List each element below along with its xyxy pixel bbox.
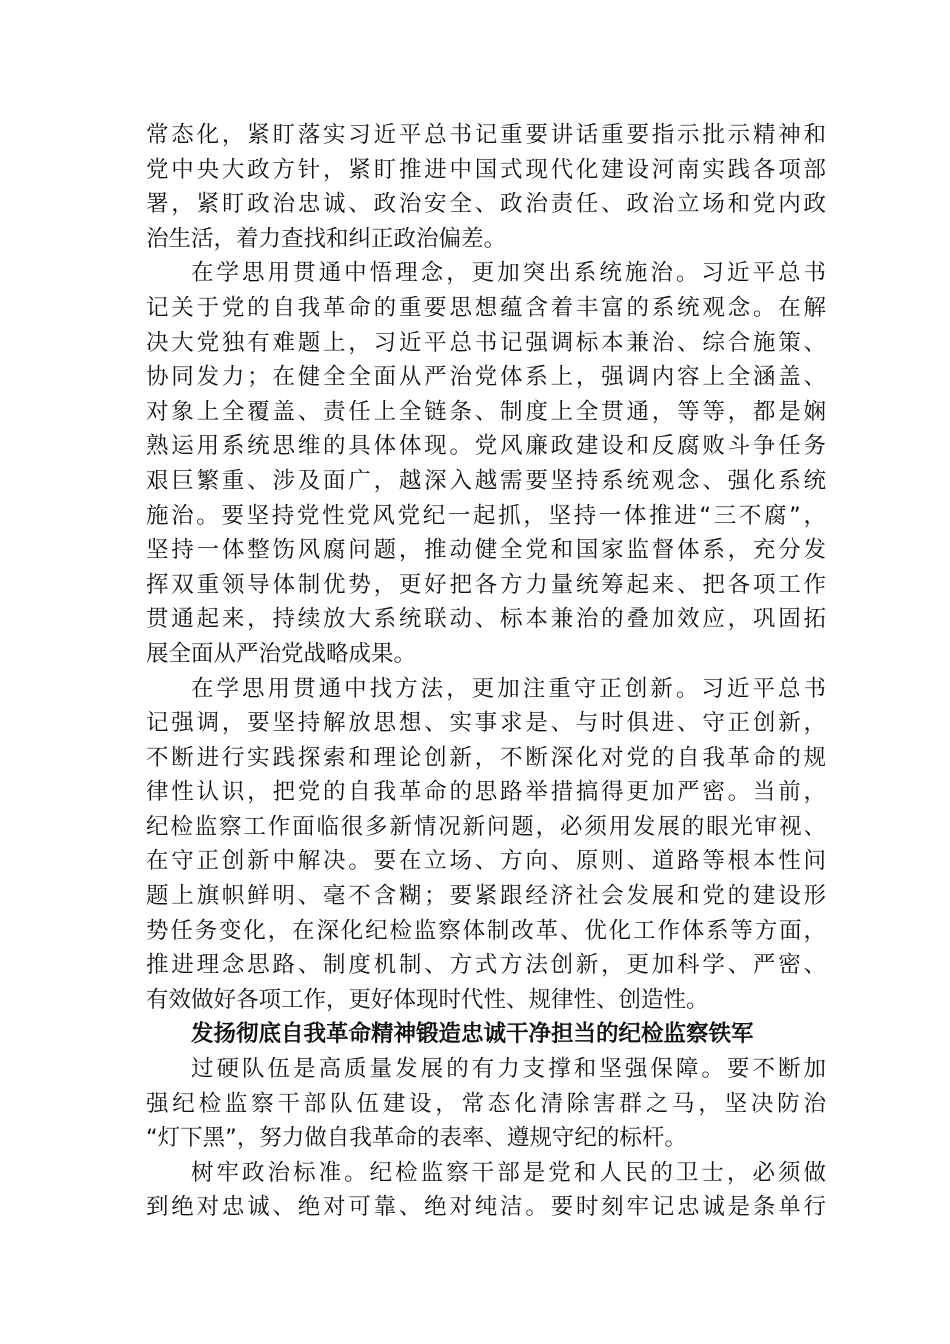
text-line: 挥双重领导体制优势，更好把各方力量统筹起来、把各项工作: [146, 571, 826, 598]
paragraph-first-line: 树牢政治标准。纪检监察干部是党和人民的卫士，必须做: [191, 1159, 826, 1186]
text-line: 推进理念思路、制度机制、方式方法创新，更加科学、严密、: [146, 952, 826, 979]
text-line: 治生活，着力查找和纠正政治偏差。: [146, 225, 507, 252]
paragraph-first-line: 在学思用贯通中悟理念，更加突出系统施治。习近平总书: [191, 260, 826, 287]
text-line: 题上旗帜鲜明、毫不含糊；要紧跟经济社会发展和党的建设形: [146, 883, 826, 910]
text-line: 施治。要坚持党性党风党纪一起抓，坚持一体推进“三不腐”，: [146, 502, 826, 529]
section-heading: 发扬彻底自我革命精神锻造忠诚干净担当的纪检监察铁军: [191, 1021, 754, 1048]
text-line: 党中央大政方针，紧盯推进中国式现代化建设河南实践各项部: [146, 156, 826, 183]
text-line: 到绝对忠诚、绝对可靠、绝对纯洁。要时刻牢记忠诚是条单行: [146, 1194, 826, 1221]
text-line: 署，紧盯政治忠诚、政治安全、政治责任、政治立场和党内政: [146, 191, 826, 218]
text-line: 展全面从严治党战略成果。: [146, 640, 417, 667]
text-line: 纪检监察工作面临很多新情况新问题，必须用发展的眼光审视、: [146, 813, 826, 840]
text-line: 不断进行实践探索和理论创新，不断深化对党的自我革命的规: [146, 744, 826, 771]
document-body: [146, 118, 826, 1225]
text-line: 律性认识，把党的自我革命的思路举措搞得更加严密。当前，: [146, 779, 826, 806]
text-line: 决大党独有难题上，习近平总书记强调标本兼治、综合施策、: [146, 329, 826, 356]
text-line: 协同发力；在健全全面从严治党体系上，强调内容上全涵盖、: [146, 364, 826, 391]
text-line: 在守正创新中解决。要在立场、方向、原则、道路等根本性问: [146, 848, 826, 875]
text-line: “灯下黑”，努力做自我革命的表率、遵规守纪的标杆。: [146, 1125, 687, 1152]
text-line: 记关于党的自我革命的重要思想蕴含着丰富的系统观念。在解: [146, 294, 826, 321]
text-line: 强纪检监察干部队伍建设，常态化清除害群之马，坚决防治: [146, 1090, 826, 1117]
paragraph-first-line: 过硬队伍是高质量发展的有力支撑和坚强保障。要不断加: [191, 1056, 826, 1083]
text-line: 势任务变化，在深化纪检监察体制改革、优化工作体系等方面，: [146, 917, 826, 944]
text-line: 有效做好各项工作，更好体现时代性、规律性、创造性。: [146, 986, 709, 1013]
text-line: 贯通起来，持续放大系统联动、标本兼治的叠加效应，巩固拓: [146, 606, 826, 633]
paragraph-first-line: 在学思用贯通中找方法，更加注重守正创新。习近平总书: [191, 675, 826, 702]
text-line: 常态化，紧盯落实习近平总书记重要讲话重要指示批示精神和: [146, 122, 826, 148]
text-line: 对象上全覆盖、责任上全链条、制度上全贯通，等等，都是娴: [146, 398, 826, 425]
text-line: 记强调，要坚持解放思想、实事求是、与时俱进、守正创新，: [146, 710, 826, 737]
text-line: 艰巨繁重、涉及面广，越深入越需要坚持系统观念、强化系统: [146, 467, 826, 494]
text-line: 坚持一体整饬风腐问题，推动健全党和国家监督体系，充分发: [146, 537, 826, 564]
text-line: 熟运用系统思维的具体体现。党风廉政建设和反腐败斗争任务: [146, 433, 826, 460]
